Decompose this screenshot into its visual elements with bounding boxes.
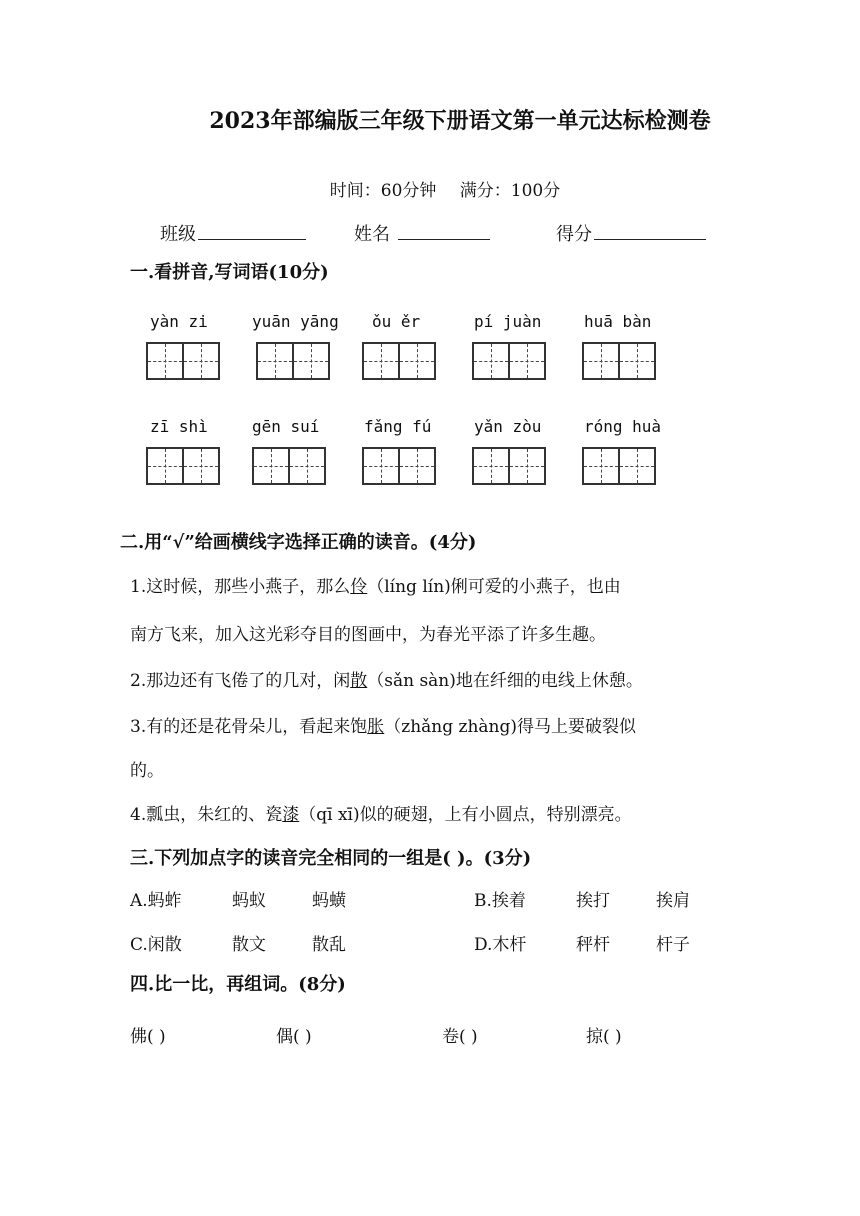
score-label: 得分 [556, 224, 592, 245]
underlined-char: 漆 [282, 805, 300, 825]
word-fill-blank[interactable]: 偶( ) [276, 1027, 312, 1047]
option-c-word: 散乱 [312, 935, 346, 955]
page-title: 2023年部编版三年级下册语文第一单元达标检测卷 [209, 108, 711, 134]
class-label: 班级 [160, 224, 196, 245]
writing-grid[interactable] [472, 342, 546, 380]
pinyin-label: zī shì [150, 417, 208, 436]
name-blank[interactable] [398, 221, 490, 240]
section3-heading: 三.下列加点字的读音完全相同的一组是( )。(3分) [130, 848, 532, 869]
option-d-word: 杆子 [656, 935, 690, 955]
writing-grid[interactable] [362, 342, 436, 380]
class-blank[interactable] [198, 221, 306, 240]
option-c-word: 散文 [232, 935, 266, 955]
time-limit: 时间：60分钟 [329, 181, 437, 201]
pinyin-label: ǒu ěr [372, 312, 421, 331]
option-d-word: 秤杆 [576, 935, 610, 955]
class-field[interactable] [160, 220, 306, 246]
full-score: 满分：100分 [459, 181, 561, 201]
option-a[interactable]: A.蚂蚱 [130, 891, 182, 911]
option-c[interactable]: C.闲散 [130, 935, 182, 955]
writing-grid[interactable] [582, 447, 656, 485]
writing-grid[interactable] [362, 447, 436, 485]
word-fill-blank[interactable]: 佛( ) [130, 1027, 166, 1047]
pinyin-label: yuān yāng [252, 312, 339, 331]
section4-heading: 四.比一比，再组词。(8分) [130, 974, 346, 995]
option-b-word: 挨肩 [656, 891, 690, 911]
option-a-word: 蚂蚁 [232, 891, 266, 911]
section1-heading: 一.看拼音,写词语(10分) [130, 262, 329, 283]
pinyin-label: yǎn zòu [474, 417, 542, 436]
question-line: 的。 [130, 761, 164, 781]
question-line: 3.有的还是花骨朵儿，看起来饱胀（zhǎng zhàng)得马上要破裂似 [130, 717, 637, 737]
writing-grid[interactable] [252, 447, 326, 485]
underlined-char: 胀 [367, 717, 385, 737]
name-label: 姓名 [354, 224, 390, 245]
section2-heading: 二.用“√”给画横线字选择正确的读音。(4分) [120, 532, 477, 553]
option-d[interactable]: D.木杆 [474, 935, 527, 955]
option-a-word: 蚂蟥 [312, 891, 346, 911]
writing-grid[interactable] [256, 342, 330, 380]
question-line: 4.瓢虫，朱红的、瓷漆（qī xī)似的硬翅，上有小圆点，特别漂亮。 [130, 805, 632, 825]
option-b[interactable]: B.挨着 [474, 891, 526, 911]
question-line: 南方飞来，加入这光彩夺目的图画中，为春光平添了许多生趣。 [130, 625, 606, 645]
underlined-char: 散 [350, 671, 368, 691]
pinyin-label: fǎng fú [364, 417, 432, 436]
pinyin-label: gēn suí [252, 417, 320, 436]
pinyin-label: róng huà [584, 417, 662, 436]
score-field[interactable] [556, 220, 706, 246]
writing-grid[interactable] [472, 447, 546, 485]
pinyin-label: huā bàn [584, 312, 652, 331]
word-fill-blank[interactable]: 卷( ) [442, 1027, 478, 1047]
option-b-word: 挨打 [576, 891, 610, 911]
writing-grid[interactable] [582, 342, 656, 380]
question-line: 1.这时候，那些小燕子，那么伶（líng lín)俐可爱的小燕子，也由 [130, 577, 621, 597]
pinyin-label: pí juàn [474, 312, 542, 331]
name-field[interactable] [354, 220, 490, 246]
underlined-char: 伶 [350, 577, 368, 597]
question-line: 2.那边还有飞倦了的几对，闲散（sǎn sàn)地在纤细的电线上休憩。 [130, 671, 643, 691]
writing-grid[interactable] [146, 342, 220, 380]
score-blank[interactable] [594, 221, 706, 240]
writing-grid[interactable] [146, 447, 220, 485]
word-fill-blank[interactable]: 掠( ) [586, 1027, 622, 1047]
exam-meta [0, 176, 860, 201]
pinyin-label: yàn zi [150, 312, 208, 331]
